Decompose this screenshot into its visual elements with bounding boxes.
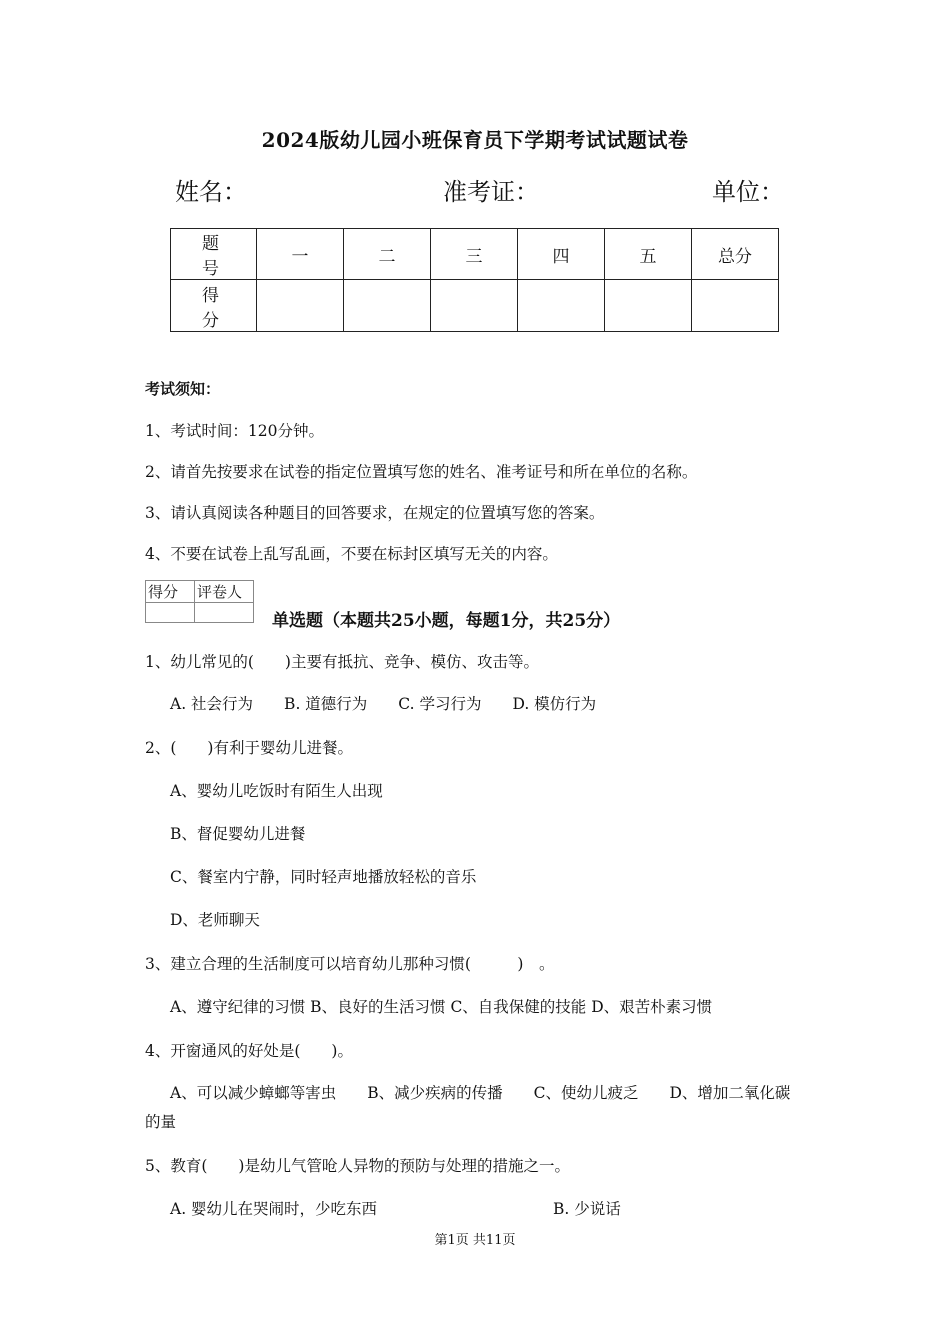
question-2-option-b: B、督促婴幼儿进餐 <box>170 825 306 843</box>
question-5-option-b: B. 少说话 <box>553 1200 621 1218</box>
question-2-option-c: C、餐室内宁静，同时轻声地播放轻松的音乐 <box>170 868 477 886</box>
score-table-header-row <box>171 229 779 280</box>
score-table <box>170 228 779 332</box>
question-4-options: A、可以减少蟑螂等害虫 B、减少疾病的传播 C、使幼儿疲乏 D、增加二氧化碳 <box>170 1084 791 1102</box>
score-table-score-row <box>171 280 779 332</box>
question-3-options: A、遵守纪律的习惯 B、良好的生活习惯 C、自我保健的技能 D、艰苦朴素习惯 <box>170 998 713 1016</box>
name-field-label: 姓名： <box>175 178 247 206</box>
question-2-option-d: D、老师聊天 <box>170 911 260 929</box>
score-header-3: 三 <box>431 229 518 280</box>
grader-table <box>145 580 254 623</box>
note-item: 3、请认真阅读各种题目的回答要求，在规定的位置填写您的答案。 <box>145 504 605 522</box>
question-1-options: A. 社会行为 B. 道德行为 C. 学习行为 D. 模仿行为 <box>170 695 597 713</box>
note-item: 2、请首先按要求在试卷的指定位置填写您的姓名、准考证号和所在单位的名称。 <box>145 463 698 481</box>
score-header-4: 四 <box>518 229 605 280</box>
score-cell-3[interactable] <box>431 280 518 332</box>
notes-title: 考试须知： <box>145 380 221 398</box>
score-cell-4[interactable] <box>518 280 605 332</box>
exam-title: 2024版幼儿园小班保育员下学期考试试题试卷 <box>261 128 689 152</box>
section-title: 单选题（本题共25小题，每题1分，共25分） <box>272 611 621 631</box>
score-header-1: 一 <box>257 229 344 280</box>
page-footer: 第1页 共11页 <box>434 1233 516 1248</box>
grader-score-cell[interactable] <box>146 603 195 623</box>
question-4-options-continued: 的量 <box>145 1113 177 1131</box>
score-cell-total[interactable] <box>692 280 779 332</box>
score-header-5: 五 <box>605 229 692 280</box>
question-3-stem: 3、建立合理的生活制度可以培育幼儿那种习惯( ) 。 <box>145 955 555 973</box>
grader-reviewer-cell[interactable] <box>195 603 254 623</box>
score-header-total: 总分 <box>692 229 779 280</box>
note-item: 4、不要在试卷上乱写乱画，不要在标封区填写无关的内容。 <box>145 545 558 563</box>
score-cell-5[interactable] <box>605 280 692 332</box>
exam-number-field-label: 准考证： <box>443 178 539 206</box>
question-5-option-a: A. 婴幼儿在哭闹时，少吃东西 <box>170 1200 378 1218</box>
unit-field-label: 单位： <box>712 178 784 206</box>
question-2-stem: 2、( )有利于婴幼儿进餐。 <box>145 739 353 757</box>
score-header-label: 题 号 <box>171 229 257 280</box>
question-2-option-a: A、婴幼儿吃饭时有陌生人出现 <box>170 782 383 800</box>
grader-reviewer-label: 评卷人 <box>195 581 254 603</box>
score-row-label: 得 分 <box>171 280 257 332</box>
question-5-stem: 5、教育( )是幼儿气管呛人异物的预防与处理的措施之一。 <box>145 1157 570 1175</box>
question-1-stem: 1、幼儿常见的( )主要有抵抗、竞争、模仿、攻击等。 <box>145 653 539 671</box>
note-item: 1、考试时间：120分钟。 <box>145 422 324 440</box>
grader-score-label: 得分 <box>146 581 195 603</box>
question-4-stem: 4、开窗通风的好处是( )。 <box>145 1042 353 1060</box>
score-header-2: 二 <box>344 229 431 280</box>
score-cell-2[interactable] <box>344 280 431 332</box>
